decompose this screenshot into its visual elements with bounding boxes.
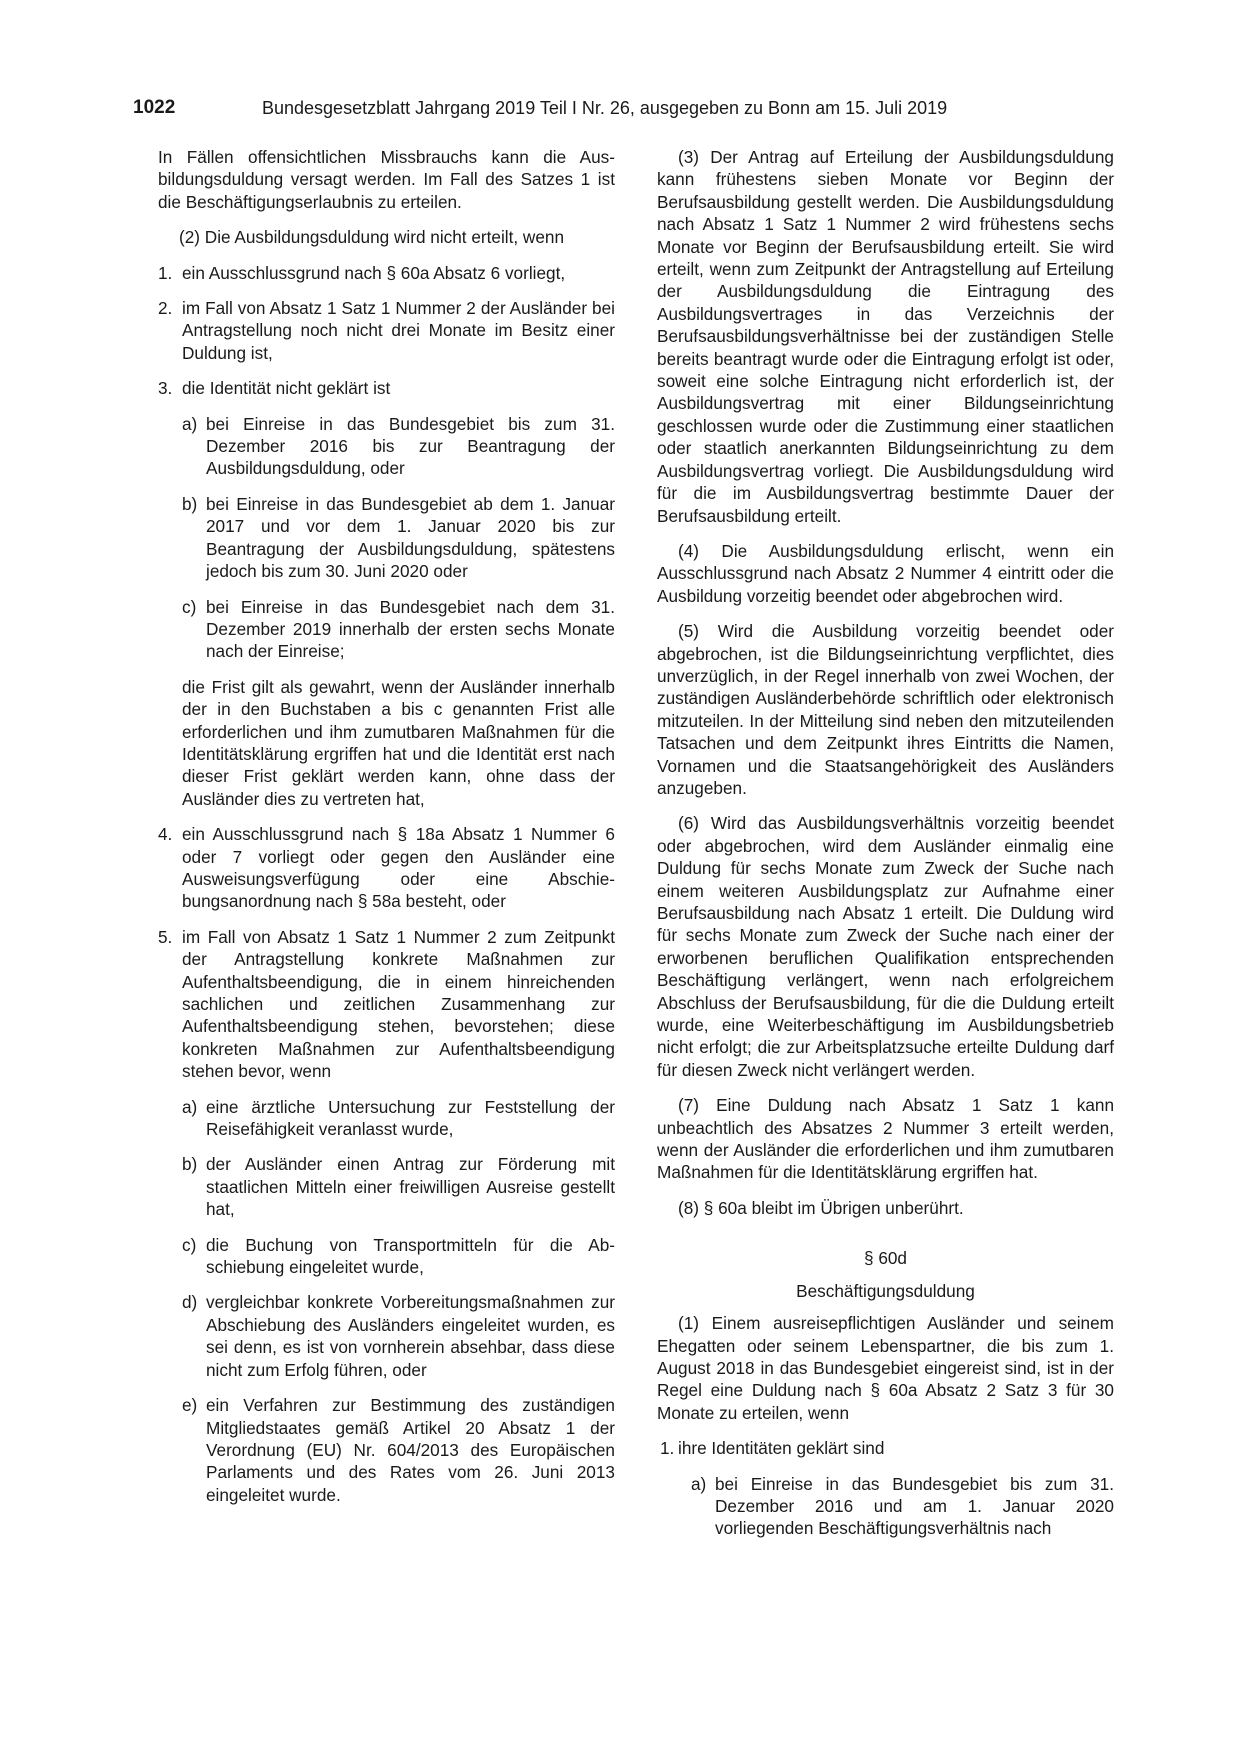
paragraph-abs3: (3) Der Antrag auf Erteilung der Ausbildungsduldung kann frühestens sieben Monate vor Beginn der Berufsausbildung gestellt werden. Die Ausbildungsduldung nach Absatz 1 Satz 1 Nummer 2 wird frühestens sechs Monate vor Beginn der Berufsausbildung erteilt. Sie wird erteilt, wenn zum Zeitpunkt der Antragstellung auf Erteilung der Ausbildungsduldung die Eintragung des Ausbildungsvertrages in das Verzeichnis der Berufsausbildungsverhältnisse bei der zuständigen Stelle bereits beantragt wurde oder die Eintragung erfolgt ist oder, soweit eine solche Eintragung nicht erforderlich ist, der Ausbildungsvertrag mit einer Bildungseinrichtung geschlossen wurde oder die Zustimmung einer staatlichen oder staatlich anerkannten Bildungseinrichtung zu dem Ausbildungsvertrag vorliegt. Die Ausbildungsduldung wird für die im Ausbildungsvertrag bestimmte Dauer der Berufsausbildung erteilt.	[657, 147, 1114, 526]
sub-item-letter: b)	[182, 1154, 198, 1175]
sub-item	[657, 1473, 1114, 1540]
section-title: Beschäftigungsduldung	[796, 1280, 975, 1301]
sub-item	[158, 1153, 615, 1220]
sub-item-letter: a)	[691, 1473, 707, 1494]
item-text: im Fall von Absatz 1 Satz 1 Nummer 2 zum Zeitpunkt der Antragstellung konkrete Maßnahmen zur Aufenthaltsbeendigung, die in einem hinreichenden sachlichen und zeitlichen Zusammenhang zur Aufenthaltsbeendigung stehen, bevorstehen; diese konkreten Maßnahmen zur Aufenthaltsbeendigung stehen bevor, wenn	[182, 926, 615, 1082]
page-number: 1022	[133, 97, 176, 118]
sub-item-text: bei Einreise in das Bundesgebiet bis zum 31. Dezember 2016 bis zur Beantragung der Ausbildungsduldung, oder	[206, 413, 615, 479]
item-text: ihre Identitäten geklärt sind	[678, 1438, 885, 1459]
sub-item-letter: c)	[182, 596, 197, 617]
paragraph-abs7: (7) Eine Duldung nach Absatz 1 Satz 1 kann unbeachtlich des Absatzes 2 Nummer 3 erteilt werden, wenn der Ausländer die erforderlichen und ihm zumutbaren Maßnahmen für die Identitätsklärung ergriffen hat.	[657, 1095, 1114, 1183]
sub-item-letter: b)	[182, 493, 198, 514]
sub-item-text: bei Einreise in das Bundesgebiet ab dem 1. Januar 2017 und vor dem 1. Januar 2020 bis zur Beantragung der Ausbildungsduldung, spätestens jedoch bis zum 30. Juni 2020 oder	[206, 493, 615, 582]
paragraph-abs4: (4) Die Ausbildungsduldung erlischt, wenn ein Ausschlussgrund nach Absatz 2 Nummer 4 eintritt oder die Ausbildung vorzeitig beendet oder abgebrochen wird.	[657, 540, 1114, 606]
item-number: 2.	[158, 298, 173, 319]
page-header	[133, 97, 1113, 125]
item-text: die Identität nicht geklärt ist	[182, 378, 391, 399]
sub-item-text: die Buchung von Transportmitteln für die Abschiebung eingeleitet wurde,	[206, 1234, 615, 1278]
sub-item	[158, 1291, 615, 1381]
sub-item	[158, 1394, 615, 1506]
left-column	[158, 146, 615, 1519]
sub-item-text: der Ausländer einen Antrag zur Förderung mit staatlichen Mitteln einer freiwilligen Ausreise gestellt hat,	[206, 1154, 615, 1220]
item-number: 1.	[660, 1438, 675, 1459]
paragraph-abs6: (6) Wird das Ausbildungsverhältnis vorzeitig beendet oder abgebrochen, wird dem Ausländer einmalig eine Duldung für sechs Monate zum Zweck der Suche nach einem weiteren Ausbildungsplatz zur Aufnahme einer Berufsausbildung nach Absatz 1 erteilt. Die Duldung wird für sechs Monate zum Zweck der Suche nach einer der erworbenen beruflichen Qualifikation entsprechenden Beschäftigung verlängert, wenn nach erfolgreichem Abschluss der Berufsausbildung, für die die Duldung erteilt wurde, eine Weiterbeschäftigung im Ausbildungsbetrieb nicht erfolgt; die zur Arbeitsplatzsuche erteilte Duldung darf für diesen Zweck nicht verlängert werden.	[657, 813, 1114, 1080]
list-item	[158, 262, 615, 284]
sub-item-text: eine ärztliche Untersuchung zur Feststellung der Reisefähigkeit veranlasst wurde,	[206, 1096, 615, 1140]
list-item	[158, 297, 615, 364]
sub-item-letter: d)	[182, 1292, 198, 1313]
sub-item-letter: e)	[182, 1395, 198, 1416]
item-continuation: die Frist gilt als gewahrt, wenn der Ausländer innerhalb der in den Buchstaben a bis c genannten Frist alle erforderlichen und ihm zumutbaren Maßnahmen für die Identitätsklärung ergriffen hat und die Identität erst nach dieser Frist geklärt werden kann, ohne dass der Ausländer dies zu vertreten hat,	[182, 676, 615, 809]
sub-item	[158, 596, 615, 663]
item-text: ein Ausschlussgrund nach § 60a Absatz 6 vorliegt,	[182, 262, 566, 283]
paragraph-intro: In Fällen offensichtlichen Missbrauchs kann die Ausbildungsduldung versagt werden. Im Fall des Satzes 1 ist die Beschäftigungserlaubnis zu erteilen.	[158, 147, 615, 212]
sub-item	[158, 1234, 615, 1279]
item-number: 3.	[158, 378, 173, 399]
item-text: ein Ausschlussgrund nach § 18a Absatz 1 Nummer 6 oder 7 vorliegt oder gegen den Ausländer eine Ausweisungsverfügung oder eine Abschiebungsanordnung nach § 58a besteht, oder	[182, 824, 615, 912]
list-item	[158, 823, 615, 913]
sub-item	[158, 493, 615, 583]
list-item	[158, 926, 615, 1083]
sub-item-text: ein Verfahren zur Bestimmung des zuständigen Mitgliedstaates gemäß Artikel 20 Absatz 1 der Verordnung (EU) Nr. 604/2013 des Europäischen Parlaments und des Rates vom 26. Juni 2013 eingeleitet wurde.	[206, 1395, 615, 1505]
sub-item	[158, 413, 615, 480]
right-column	[657, 146, 1114, 1540]
sub-item-text: vergleichbar konkrete Vorbereitungsmaßnahmen zur Abschiebung des Ausländers eingeleitet wurden, es sei denn, es ist von vornherein absehbar, dass diese nicht zum Erfolg führen, oder	[206, 1292, 615, 1380]
section-number: § 60d	[863, 1248, 907, 1269]
sub-item-text: bei Einreise in das Bundesgebiet bis zum 31. Dezember 2016 und am 1. Januar 2020 vorliegenden Beschäftigungsverhältnis nach	[715, 1473, 1114, 1539]
list-item	[158, 377, 615, 399]
item-number: 5.	[158, 926, 173, 947]
paragraph-60d-abs1: (1) Einem ausreisepflichtigen Ausländer und seinem Ehegatten oder seinem Lebenspartner, die bis zum 1. August 2018 in das Bundesgebiet eingereist sind, ist in der Regel eine Duldung nach § 60a Absatz 2 Satz 3 für 30 Monate zu erteilen, wenn	[657, 1313, 1114, 1423]
sub-item-letter: a)	[182, 413, 198, 434]
paragraph-abs2: (2) Die Ausbildungsduldung wird nicht erteilt, wenn	[179, 227, 565, 248]
sub-item-text: bei Einreise in das Bundesgebiet nach dem 31. Dezember 2019 innerhalb der ersten sechs Monate nach der Einreise;	[206, 596, 615, 662]
item-number: 1.	[158, 262, 173, 283]
sub-item-letter: a)	[182, 1096, 198, 1117]
item-text: im Fall von Absatz 1 Satz 1 Nummer 2 der Ausländer bei Antragstellung noch nicht drei Monate im Besitz einer Duldung ist,	[182, 298, 615, 363]
sub-item	[158, 1096, 615, 1141]
paragraph-abs5: (5) Wird die Ausbildung vorzeitig beendet oder abgebrochen, ist die Bildungseinrichtung verpflichtet, dies unverzüglich, in der Regel innerhalb von zwei Wochen, der zuständigen Ausländerbehörde schriftlich oder elektronisch mitzuteilen. In der Mitteilung sind neben den mitzuteilenden Tatsachen und dem Zeitpunkt ihres Eintritts die Namen, Vornamen und die Staatsangehörigkeit des Ausländers anzugeben.	[657, 621, 1114, 798]
sub-item-letter: c)	[182, 1234, 197, 1255]
publication-title: Bundesgesetzblatt Jahrgang 2019 Teil I Nr. 26, ausgegeben zu Bonn am 15. Juli 2019	[262, 98, 948, 118]
paragraph-abs8: (8) § 60a bleibt im Übrigen unberührt.	[678, 1197, 964, 1218]
list-item	[657, 1437, 1114, 1459]
item-number: 4.	[158, 824, 173, 845]
